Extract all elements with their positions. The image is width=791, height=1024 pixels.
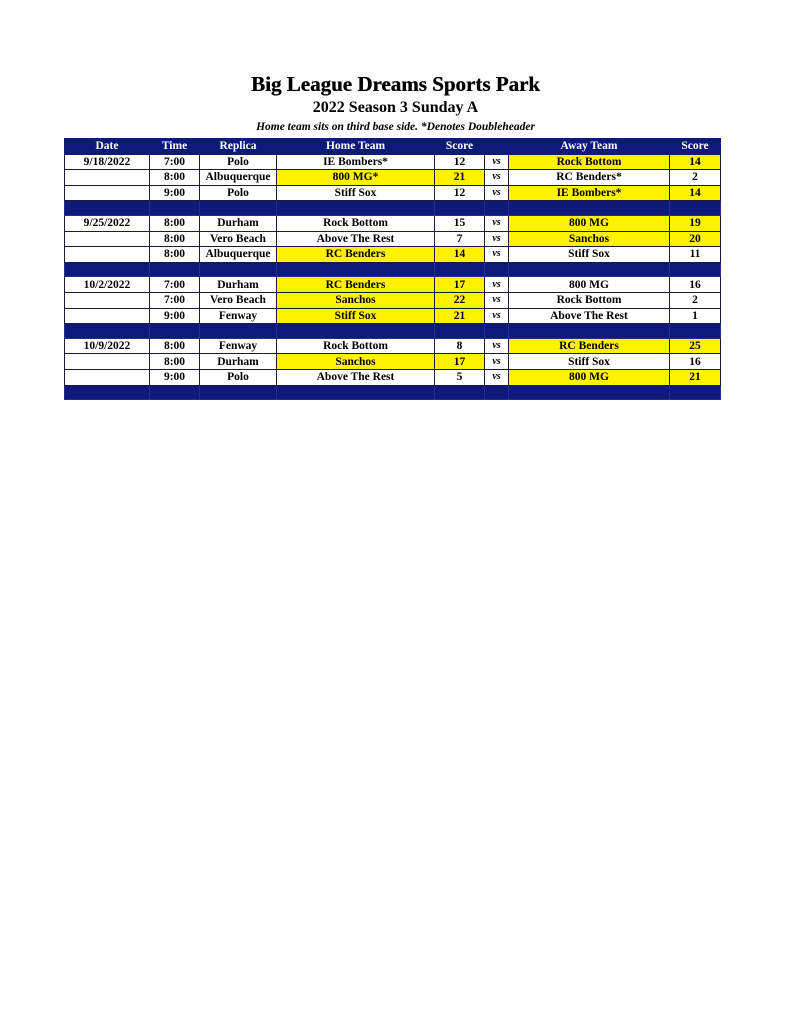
table-header-row [65,139,721,155]
home-team: Sanchos [277,292,435,308]
game-date: 10/2/2022 [65,277,150,293]
page-title: Big League Dreams Sports Park [251,72,540,96]
game-replica-field: Durham [200,277,277,293]
schedule-table [64,138,721,400]
home-score: 15 [435,215,485,231]
season-subtitle: 2022 Season 3 Sunday A [312,99,479,116]
col-header-away-score: Score [670,139,721,155]
game-date [65,308,150,324]
col-header-date: Date [65,139,150,155]
home-score: 21 [435,170,485,186]
game-replica-field: Albuquerque [200,170,277,186]
away-score: 16 [670,354,721,370]
separator-cell [150,324,200,339]
vs-label: vs [485,154,509,170]
away-team: RC Benders [509,338,670,354]
col-header-vs [485,139,509,155]
separator-cell [200,385,277,400]
home-score: 14 [435,247,485,263]
game-date [65,247,150,263]
week-separator-row [65,262,721,277]
vs-label: vs [485,185,509,201]
game-time: 8:00 [150,247,200,263]
vs-label: vs [485,369,509,385]
home-score: 21 [435,308,485,324]
separator-cell [65,385,150,400]
home-team: Rock Bottom [277,215,435,231]
vs-label: vs [485,338,509,354]
home-score: 8 [435,338,485,354]
separator-cell [509,324,670,339]
separator-cell [509,262,670,277]
table-row [65,215,721,231]
separator-cell [485,324,509,339]
col-header-away-team: Away Team [509,139,670,155]
game-time: 9:00 [150,185,200,201]
game-replica-field: Vero Beach [200,292,277,308]
away-team: Stiff Sox [509,247,670,263]
vs-label: vs [485,354,509,370]
separator-cell [200,324,277,339]
away-team: 800 MG [509,277,670,293]
game-date: 9/25/2022 [65,215,150,231]
separator-cell [65,201,150,216]
separator-cell [65,262,150,277]
game-date: 10/9/2022 [65,338,150,354]
home-team: Rock Bottom [277,338,435,354]
game-time: 8:00 [150,338,200,354]
table-row [65,154,721,170]
home-score: 12 [435,185,485,201]
away-team: Rock Bottom [509,154,670,170]
table-row [65,338,721,354]
home-team: Sanchos [277,354,435,370]
away-score: 16 [670,277,721,293]
away-score: 19 [670,215,721,231]
away-team: 800 MG [509,369,670,385]
game-time: 8:00 [150,231,200,247]
separator-cell [150,262,200,277]
vs-label: vs [485,292,509,308]
away-team: Sanchos [509,231,670,247]
game-replica-field: Fenway [200,338,277,354]
separator-cell [485,385,509,400]
home-team: Stiff Sox [277,308,435,324]
away-score: 20 [670,231,721,247]
game-replica-field: Polo [200,185,277,201]
away-score: 1 [670,308,721,324]
table-row [65,247,721,263]
away-score: 14 [670,154,721,170]
table-row [65,369,721,385]
away-score: 11 [670,247,721,263]
game-date [65,354,150,370]
separator-cell [277,201,435,216]
game-time: 7:00 [150,154,200,170]
col-header-time: Time [150,139,200,155]
vs-label: vs [485,231,509,247]
away-team: IE Bombers* [509,185,670,201]
separator-cell [435,324,485,339]
away-score: 21 [670,369,721,385]
game-replica-field: Polo [200,154,277,170]
game-date [65,170,150,186]
home-score: 7 [435,231,485,247]
table-row [65,292,721,308]
game-date [65,185,150,201]
separator-cell [277,324,435,339]
game-time: 9:00 [150,369,200,385]
game-replica-field: Polo [200,369,277,385]
away-score: 2 [670,170,721,186]
game-time: 8:00 [150,170,200,186]
col-header-home-team: Home Team [277,139,435,155]
game-time: 9:00 [150,308,200,324]
table-row [65,277,721,293]
game-date: 9/18/2022 [65,154,150,170]
table-row [65,170,721,186]
separator-cell [277,385,435,400]
game-date [65,231,150,247]
game-replica-field: Albuquerque [200,247,277,263]
game-time: 8:00 [150,354,200,370]
table-row [65,185,721,201]
separator-cell [150,201,200,216]
separator-cell [670,324,721,339]
away-team: 800 MG [509,215,670,231]
table-row [65,231,721,247]
separator-cell [65,324,150,339]
away-score: 14 [670,185,721,201]
schedule-note: Home team sits on third base side. *Denotes Doubleheader [256,121,535,133]
week-separator-row [65,385,721,400]
away-score: 2 [670,292,721,308]
col-header-home-score: Score [435,139,485,155]
separator-cell [277,262,435,277]
away-team: Rock Bottom [509,292,670,308]
game-date [65,369,150,385]
col-header-replica: Replica [200,139,277,155]
home-score: 22 [435,292,485,308]
away-team: RC Benders* [509,170,670,186]
separator-cell [670,262,721,277]
home-team: IE Bombers* [277,154,435,170]
separator-cell [485,201,509,216]
home-team: RC Benders [277,277,435,293]
separator-cell [670,201,721,216]
week-separator-row [65,201,721,216]
table-row [65,308,721,324]
away-team: Above The Rest [509,308,670,324]
game-time: 8:00 [150,215,200,231]
separator-cell [435,201,485,216]
vs-label: vs [485,247,509,263]
vs-label: vs [485,308,509,324]
separator-cell [485,262,509,277]
home-team: 800 MG* [277,170,435,186]
home-score: 12 [435,154,485,170]
game-replica-field: Durham [200,215,277,231]
schedule-body [65,154,721,400]
game-time: 7:00 [150,292,200,308]
separator-cell [150,385,200,400]
game-time: 7:00 [150,277,200,293]
game-date [65,292,150,308]
separator-cell [200,201,277,216]
home-score: 5 [435,369,485,385]
game-replica-field: Vero Beach [200,231,277,247]
home-team: RC Benders [277,247,435,263]
away-team: Stiff Sox [509,354,670,370]
table-row [65,354,721,370]
separator-cell [509,385,670,400]
home-team: Above The Rest [277,369,435,385]
separator-cell [435,385,485,400]
vs-label: vs [485,170,509,186]
separator-cell [670,385,721,400]
game-replica-field: Fenway [200,308,277,324]
home-score: 17 [435,354,485,370]
separator-cell [200,262,277,277]
vs-label: vs [485,215,509,231]
home-team: Above The Rest [277,231,435,247]
game-replica-field: Durham [200,354,277,370]
separator-cell [509,201,670,216]
home-team: Stiff Sox [277,185,435,201]
home-score: 17 [435,277,485,293]
away-score: 25 [670,338,721,354]
separator-cell [435,262,485,277]
week-separator-row [65,324,721,339]
vs-label: vs [485,277,509,293]
